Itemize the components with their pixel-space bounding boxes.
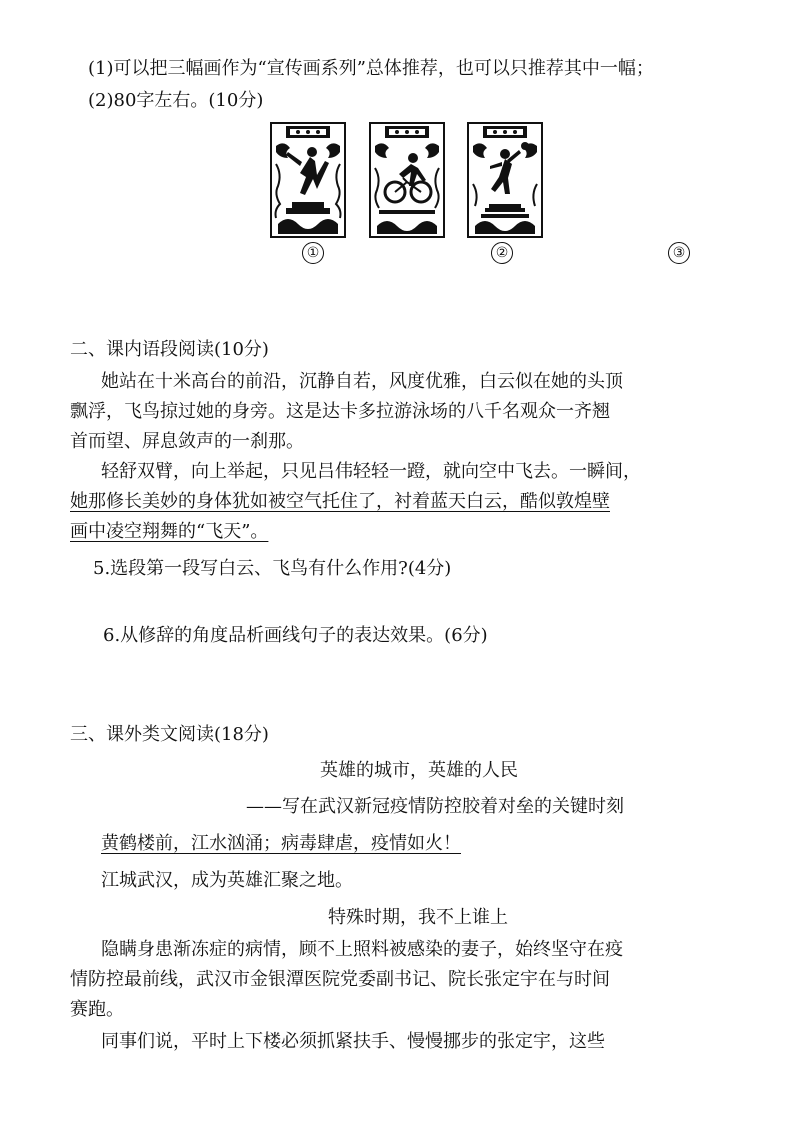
poster-figure-3 xyxy=(467,122,543,238)
article-subtitle: ——写在武汉新冠疫情防控胶着对垒的关键时刻 xyxy=(246,796,624,817)
underlined-sentence-line-2: 画中凌空翔舞的“飞天”。 xyxy=(70,521,269,542)
figure-label-3: ③ xyxy=(668,242,690,264)
requirement-1: (1)可以把三幅画作为“宣传画系列”总体推荐，也可以只推荐其中一幅； xyxy=(88,58,654,79)
volleyball-player-icon xyxy=(469,124,541,236)
kicking-athlete-icon xyxy=(272,124,344,236)
article-paragraph-1-line-1: 隐瞒身患渐冻症的病情，顾不上照料被感染的妻子，始终坚守在疫 xyxy=(101,939,623,960)
underlined-sentence-line-1: 她那修长美妙的身体犹如被空气托住了，衬着蓝天白云，酷似敦煌壁 xyxy=(70,491,610,512)
article-title: 英雄的城市，英雄的人民 xyxy=(320,760,518,781)
requirement-2: (2)80字左右。(10分) xyxy=(88,90,264,111)
poster-figure-1 xyxy=(270,122,346,238)
section-2-heading: 二、课内语段阅读(10分) xyxy=(70,339,269,360)
article-line-2: 江城武汉，成为英雄汇聚之地。 xyxy=(101,870,353,891)
question-5: 5.选段第一段写白云、飞鸟有什么作用?(4分) xyxy=(93,558,452,579)
section-2-paragraph-1-line-3: 首而望、屏息敛声的一刹那。 xyxy=(70,431,304,452)
figure-label-2: ② xyxy=(491,242,513,264)
poster-figure-2 xyxy=(369,122,445,238)
article-paragraph-2-line-1: 同事们说，平时上下楼必须抓紧扶手、慢慢挪步的张定宇，这些 xyxy=(101,1031,605,1052)
figure-label-1: ① xyxy=(302,242,324,264)
section-2-paragraph-2-line-1: 轻舒双臂，向上举起，只见吕伟轻轻一蹬，就向空中飞去。一瞬间， xyxy=(101,461,641,482)
section-2-paragraph-1-line-1: 她站在十米高台的前沿，沉静自若，风度优雅，白云似在她的头顶 xyxy=(101,371,623,392)
cyclist-icon xyxy=(371,124,443,236)
article-paragraph-1-line-2: 情防控最前线，武汉市金银潭医院党委副书记、院长张定宇在与时间 xyxy=(70,969,610,990)
section-2-paragraph-1-line-2: 飘浮，飞鸟掠过她的身旁。这是达卡多拉游泳场的八千名观众一齐翘 xyxy=(70,401,610,422)
question-6: 6.从修辞的角度品析画线句子的表达效果。(6分) xyxy=(103,625,488,646)
section-3-heading: 三、课外类文阅读(18分) xyxy=(70,724,269,745)
article-sub-heading: 特殊时期，我不上谁上 xyxy=(328,907,508,928)
article-opening-line: 黄鹤楼前，江水汹涌；病毒肆虐，疫情如火！ xyxy=(101,833,461,854)
article-paragraph-1-line-3: 赛跑。 xyxy=(70,999,124,1020)
